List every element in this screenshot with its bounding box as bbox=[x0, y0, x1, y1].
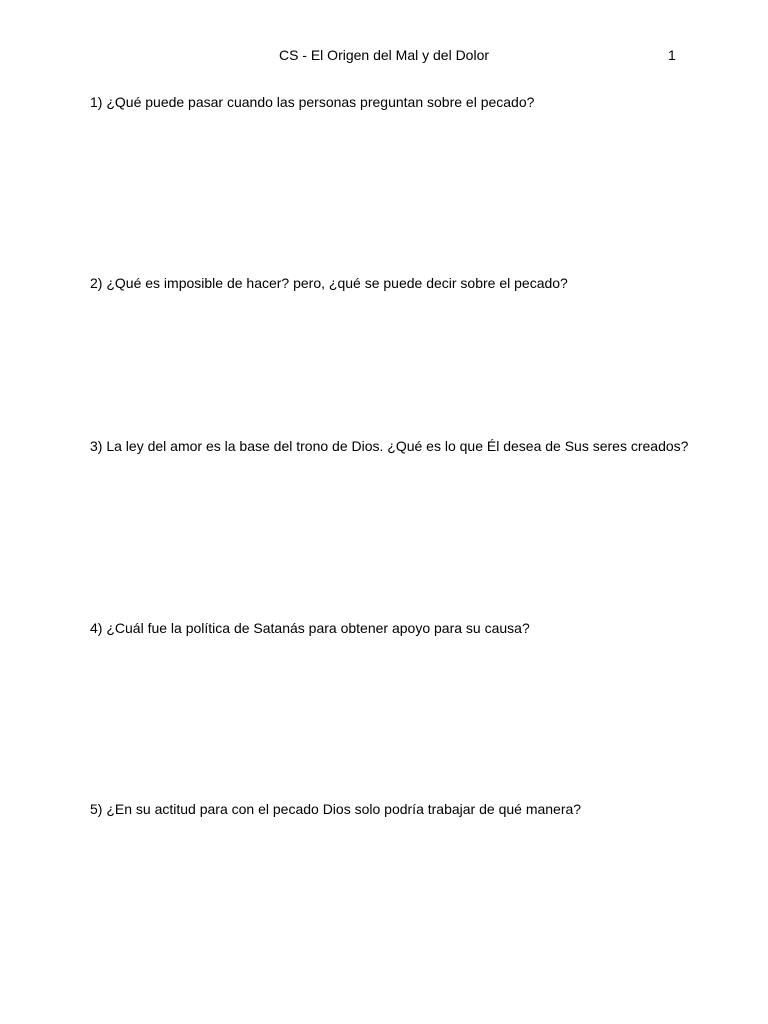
question-1: 1) ¿Qué puede pasar cuando las personas preguntan sobre el pecado? bbox=[90, 94, 535, 110]
question-5: 5) ¿En su actitud para con el pecado Dios solo podría trabajar de qué manera? bbox=[90, 801, 582, 817]
question-2: 2) ¿Qué es imposible de hacer? pero, ¿qué se puede decir sobre el pecado? bbox=[90, 275, 568, 291]
question-3: 3) La ley del amor es la base del trono de Dios. ¿Qué es lo que Él desea de Sus seres creados? bbox=[90, 438, 689, 454]
page-number: 1 bbox=[668, 47, 676, 63]
question-4: 4) ¿Cuál fue la política de Satanás para obtener apoyo para su causa? bbox=[90, 620, 530, 636]
page-header-title: CS - El Origen del Mal y del Dolor bbox=[278, 47, 490, 63]
